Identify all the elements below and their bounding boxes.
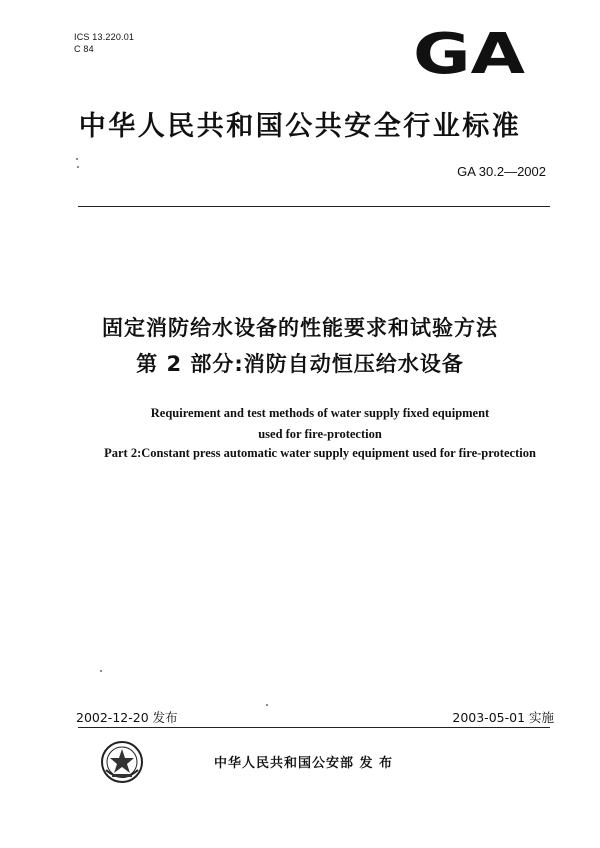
- police-emblem-icon: [100, 740, 144, 784]
- english-title-line-3: Part 2:Constant press automatic water supply equipment used for fire-protection: [104, 446, 536, 460]
- issue-date: 2002-12-20 发布: [76, 710, 178, 725]
- chinese-title-line-2: 第 2 部分:消防自动恒压给水设备: [136, 352, 464, 376]
- classification-codes: [74, 31, 134, 55]
- bottom-divider: [78, 727, 550, 728]
- top-divider: [78, 206, 550, 207]
- ga-logo-text: GA: [413, 26, 526, 78]
- issuing-authority: 中华人民共和国公安部 发 布: [214, 756, 394, 771]
- ics-code: ICS 13.220.01: [74, 32, 135, 42]
- implementation-date: 2003-05-01 实施: [452, 710, 554, 725]
- ccs-code: C 84: [74, 44, 94, 54]
- standard-category-title: 中华人民共和国公共安全行业标准: [78, 111, 522, 142]
- standard-code: GA 30.2—2002: [457, 164, 546, 179]
- english-title-line-2: used for fire-protection: [258, 427, 382, 441]
- english-title-line-1: Requirement and test methods of water supply fixed equipment: [150, 406, 490, 420]
- chinese-title-line-1: 固定消防给水设备的性能要求和试验方法: [102, 316, 498, 340]
- ga-logo: [410, 26, 528, 78]
